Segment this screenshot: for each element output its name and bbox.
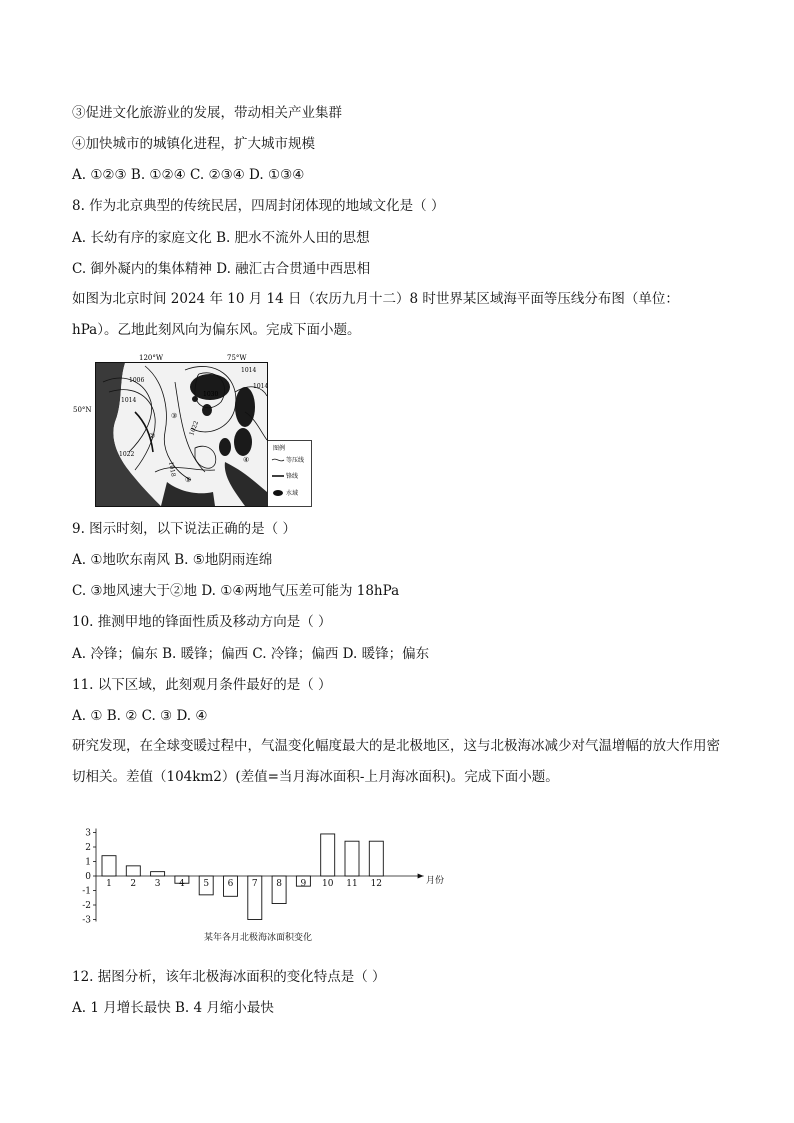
isobar-label: 1014 xyxy=(253,383,269,390)
isobar-label: 1022 xyxy=(119,451,135,458)
isobar-label: 1014 xyxy=(241,367,257,374)
sea-ice-chart xyxy=(76,820,456,950)
y-tick-label: -2 xyxy=(82,901,91,911)
marker-2: ② xyxy=(149,432,156,440)
x-tick-label: 4 xyxy=(179,879,185,889)
chart-xlabel: 月份 xyxy=(426,876,445,886)
bar-12 xyxy=(369,841,383,876)
q9-choices-cd: C. ③地风速大于②地 D. ①④两地气压差可能为 18hPa xyxy=(72,583,400,599)
y-tick-label: 3 xyxy=(85,828,91,839)
bar-10 xyxy=(321,834,335,876)
marker-4: ④ xyxy=(243,456,250,464)
lat-label-50n: 50°N xyxy=(73,406,92,414)
q10-choices: A. 冷锋；偏东 B. 暖锋；偏西 C. 冷锋；偏西 D. 暖锋；偏东 xyxy=(72,646,430,662)
question-11: 11. 以下区域，此刻观月条件最好的是（ ） xyxy=(72,677,332,693)
question-9: 9. 图示时刻，以下说法正确的是（ ） xyxy=(72,521,296,537)
question-12: 12. 据图分析，该年北极海冰面积的变化特点是（ ） xyxy=(72,969,386,985)
bar-1 xyxy=(102,856,116,876)
y-tick-label: -3 xyxy=(82,915,91,926)
option-4: ④加快城市的城镇化进程，扩大城市规模 xyxy=(72,136,315,152)
question-8: 8. 作为北京典型的传统民居，四周封闭体现的地域文化是（ ） xyxy=(72,198,445,214)
x-tick-label: 5 xyxy=(203,879,210,889)
x-tick-label: 11 xyxy=(346,879,358,889)
question-10: 10. 推测甲地的锋面性质及移动方向是（ ） xyxy=(72,614,332,630)
x-tick-label: 12 xyxy=(370,879,383,889)
chart-svg xyxy=(76,820,456,950)
x-tick-label: 6 xyxy=(227,879,234,889)
q8-choices-ab: A. 长幼有序的家庭文化 B. 肥水不流外人田的思想 xyxy=(72,230,370,246)
lon-label-120w: 120°W xyxy=(139,354,164,362)
x-tick-label: 7 xyxy=(251,879,258,889)
bar-3 xyxy=(151,872,165,876)
marker-3: ③ xyxy=(171,412,178,420)
x-tick-label: 10 xyxy=(321,879,334,889)
y-tick-label: 1 xyxy=(85,857,91,868)
chart-title: 某年各月北极海冰面积变化 xyxy=(203,933,313,943)
q8-choices-cd: C. 御外凝内的集体精神 D. 融汇古合贯通中西思相 xyxy=(72,261,371,277)
x-tick-label: 9 xyxy=(300,879,307,889)
q9-choices-ab: A. ①地吹东南风 B. ⑤地阴雨连绵 xyxy=(72,552,273,568)
isobar-map xyxy=(73,352,313,510)
intro-map: 如图为北京时间 2024 年 10 月 14 日（农历九月十二）8 时世界某区域海平面等压线分布图（单位：hPa）。乙地此刻风向为偏东风。完成下面小题。 xyxy=(72,291,679,338)
y-tick-label: 0 xyxy=(85,872,91,882)
lon-label-75w: 75°W xyxy=(227,354,247,362)
x-tick-label: 3 xyxy=(154,879,161,889)
y-tick-label: -1 xyxy=(82,886,91,897)
bar-2 xyxy=(126,866,140,876)
map-legend xyxy=(268,441,312,507)
legend-water: 水域 xyxy=(286,490,299,497)
legend-front: 锋线 xyxy=(286,473,299,480)
isobar-label: 1022 xyxy=(188,419,201,437)
intro-chart: 研究发现，在全球变暖过程中，气温变化幅度最大的是北极地区，这与北极海冰减少对气温增幅的放大作用密切相关。差值（104km2）(差值=当月海冰面积-上月海冰面积)。完成下面小题。 xyxy=(72,738,720,785)
legend-isobar: 等压线 xyxy=(286,457,305,464)
isobar-label: 1018 xyxy=(167,461,177,478)
x-tick-label: 2 xyxy=(130,879,137,889)
isobar-label: 1014 xyxy=(121,397,137,404)
q11-choices: A. ① B. ② C. ③ D. ④ xyxy=(72,708,208,724)
x-tick-label: 8 xyxy=(276,879,282,889)
q12-choices-ab: A. 1 月增长最快 B. 4 月缩小最快 xyxy=(72,1000,274,1016)
legend-title: 图例 xyxy=(273,445,286,452)
q7-choices: A. ①②③ B. ①②④ C. ②③④ D. ①③④ xyxy=(72,167,305,183)
x-tick-label: 1 xyxy=(106,879,112,889)
option-3: ③促进文化旅游业的发展，带动相关产业集群 xyxy=(72,105,342,121)
isobar-label: 1030 xyxy=(203,391,219,398)
bar-11 xyxy=(345,841,359,876)
marker-5: ⑤ xyxy=(185,476,192,484)
y-tick-label: 2 xyxy=(85,843,91,853)
x-axis-arrow xyxy=(418,874,424,879)
isobar-label: 1006 xyxy=(129,377,145,384)
